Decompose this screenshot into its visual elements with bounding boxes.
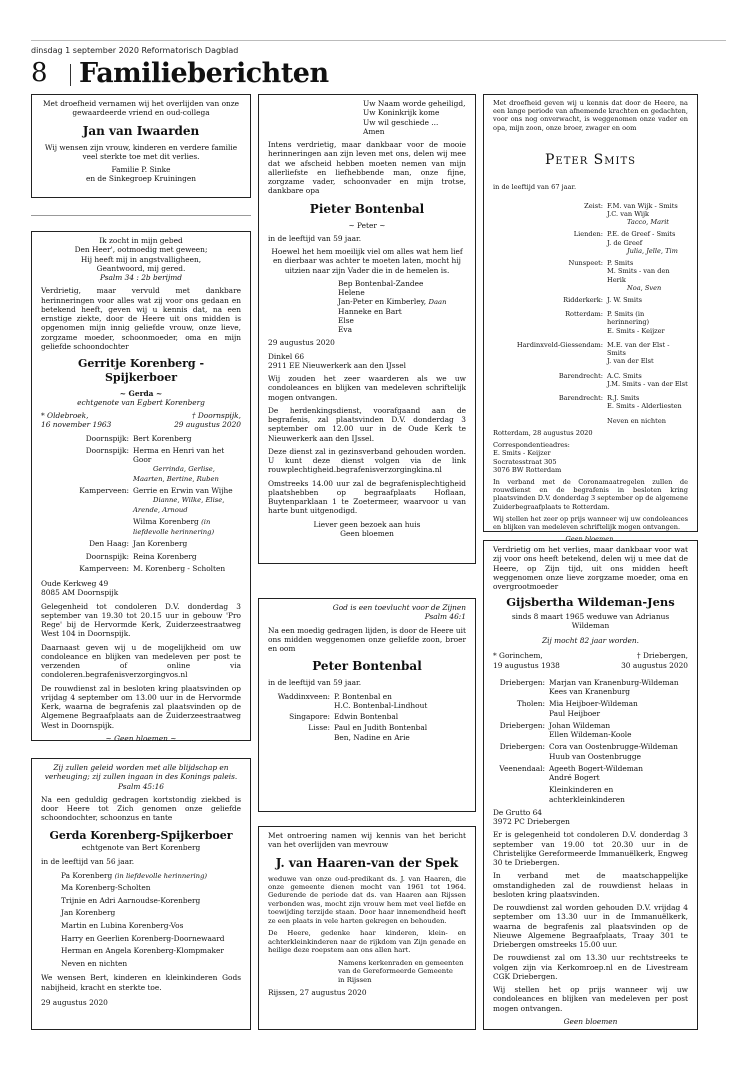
divider xyxy=(31,215,251,216)
section-title: Familieberichten xyxy=(79,58,329,89)
family-list: Waddinxveen: P. Bontenbal en H.C. Bontenbal-Lindhout Singapore: Edwin Bontenbal Lisse: Paul en Judith Bontenbal Ben, Nadine en Arie xyxy=(277,691,428,742)
deceased-name: Gerda Korenberg-Spijkerboer xyxy=(49,828,233,842)
poem: Ik zocht in mijn gebed Den Heer', ootmoedig met geween; Hij heeft mij in angstvalligheen, Geantwoord, mij gered. Psalm 34 : 2b berijmd xyxy=(74,236,208,282)
para-2: Wij zouden het zeer waarderen als we uw condoleances en blijken van medeleven schriftelijk mogen ontvangen. xyxy=(268,374,466,402)
body: Wij wensen zijn vrouw, kinderen en verdere familie veel sterkte toe met dit verlies. xyxy=(44,142,238,161)
spouse: echtgenote van Bert Korenberg xyxy=(81,843,201,853)
life-dates: * Oldebroek, 16 november 1963 † Doornspijk, 29 augustus 2020 xyxy=(41,411,241,430)
address: Dinkel 66 2911 EE Nieuwerkerk aan den IJssel xyxy=(268,351,407,370)
para-5: Omstreeks 14.00 uur zal de begrafenisplechtigheid plaatshebben op begraafplaats Hoflaan, Buytenparklaan 1 te Zoetermeer, waarvoor u van harte bunt uitgenodigd. xyxy=(268,478,466,516)
deceased-name: Jan van Iwaarden xyxy=(82,123,200,138)
body: Verdrietig, maar vervuld met dankbare herinneringen voor alles wat zij voor ons gedaan en betekend heeft, geven wij u kennis dat, na een ernstige ziekte, door de Heere uit ons midden is opgenomen mijn innig geliefde vrouw, onze lieve, zorgzame moeder, schoonmoeder, oma en mijn geliefde schoondochter xyxy=(41,286,241,351)
body: Intens verdrietig, maar dankbaar voor de mooie herinneringen aan zijn leven met ons, delen wij mee dat we afscheid hebben moeten nemen van mijn allerliefste en liefhebbende man, onze fijne, zorgzame vader, schoonvader en mijn trotse, dankbare opa xyxy=(268,140,466,196)
closing: Geen bloemen. xyxy=(565,535,616,544)
para-2: Daarnaast geven wij u de mogelijkheid om uw condoleance en blijken van medeleven per post te verzenden of online via condoleren.begrafenisverzorgingvos.nl xyxy=(41,642,241,680)
header-rule xyxy=(31,40,726,41)
para-2: In verband met de maatschappelijke omstandigheden zal de rouwdienst helaas in besloten kring plaatsvinden. xyxy=(493,871,688,899)
spouse: echtgenote van Egbert Korenberg xyxy=(77,397,205,407)
date: 29 augustus 2020 xyxy=(41,997,108,1007)
age: in de leeftijd van 67 jaar. xyxy=(493,183,577,192)
age: in de leeftijd van 59 jaar. xyxy=(268,678,362,688)
para-4: De rouwdienst zal om 13.30 uur rechtstreeks te volgen zijn via Kerkomroep.nl en de Livestream CGK Driebergen. xyxy=(493,953,688,981)
para-3: De rouwdienst zal worden gehouden D.V. vrijdag 4 september om 13.30 uur in de Immanuëlkerk, waarna de begrafenis zal plaatsvinden op de Nieuwe Algemene Begraafplaats, Traay 301 te Driebergen omstreeks 15.00 uur. xyxy=(493,903,688,950)
para-3: De rouwdienst zal in besloten kring plaatsvinden op vrijdag 4 september om 13.00 uur in de Hervormde Kerk, waarna de begrafenis zal plaatsvinden op de Algemene Begraafplaats aan de Zuiderzeestraatweg West in Doornspijk. xyxy=(41,683,241,730)
signature: Namens kerkenraden en gemeenten van de Gereformeerde Gemeente in Rijssen xyxy=(338,958,464,984)
life-dates: * Gorinchem, 19 augustus 1938 † Driebergen, 30 augustus 2020 xyxy=(493,651,688,670)
para-2: De Heere, gedenke haar kinderen, klein- en achterkleinkinderen naar de rijkdom van Zijn genade en heilige deze roepstem aan ons allen hart. xyxy=(268,929,466,955)
widow: sinds 8 maart 1965 weduwe van Adrianus Wildeman xyxy=(511,611,670,630)
para-1: Gelegenheid tot condoleren D.V. donderdag 3 september van 19.30 tot 20.15 uur in gebouw 'Pro Rege' bij de Hervormde Kerk, Zuiderzeestraatweg West 104 in Doornspijk. xyxy=(41,601,241,639)
deceased-name: Peter Bontenbal xyxy=(312,659,422,674)
intro: Met ontroering namen wij kennis van het bericht van het overlijden van mevrouw xyxy=(268,831,466,850)
body: Na een moedig gedragen lijden, is door de Heere uit ons midden weggenomen onze geliefde zoon, broer en oom xyxy=(268,625,466,653)
deceased-name: Peter Smits xyxy=(545,151,636,168)
para-1: In verband met de Coronamaatregelen zullen de rouwdienst en de begrafenis in besloten kring plaatsvinden D.V. donderdag 3 september op de algemene Zuiderbegraafplaats te Rotterdam. xyxy=(493,478,688,511)
notice-gerritje-korenberg xyxy=(31,231,251,741)
verse: Zij mocht 82 jaar worden. xyxy=(541,636,640,646)
closing: ~ Geen bloemen ~ xyxy=(105,733,177,743)
notice-van-haaren xyxy=(258,826,476,1030)
page-number: 8 xyxy=(31,58,48,88)
notice-peter-smits xyxy=(483,94,698,544)
intro: Met droefheid vernamen wij het overlijden van onze gewaardeerde vriend en oud-collega xyxy=(42,99,240,118)
verse: Zij zullen geleid worden met alle blijdschap en verheuging; zij zullen ingaan in des Konings paleis. Psalm 45:16 xyxy=(44,763,238,791)
notice-gerda-korenberg xyxy=(31,758,251,1030)
para-1: Er is gelegenheid tot condoleren D.V. donderdag 3 september van 19.00 tot 20.30 uur in de Christelijke Gereformeerde Immanuëlkerk, Engweg 30 te Driebergen. xyxy=(493,830,688,868)
family-list: Zeist: F.M. van Wijk - Smits J.C. van Wijk Tacco, Marit Lienden: P.E. de Greef - Smits J. de Greef Julia, Jelle, Tim Nunspeet: P. Smits M. Smits - van den Herik Noa, Sven Ridderkerk: J. W. Smits Rotterdam: P. Smits (in herinnering) E. Smits - Keijzer Hardinxveld-Giessendam: M.E. van der Elst - Smits J. van der Elst Barendrecht: A.C. Smits J.M. Smits - van der Elst Barendrecht: R.J. Smits E. Smits - Alderliesten Neven en nichten xyxy=(516,201,688,425)
signature: Familie P. Sinke en de Sinkegroep Kruiningen xyxy=(85,165,197,184)
family-list: Bep Bontenbal-Zandee Helene Jan-Peter en Kimberley, Daan Hanneke en Bart Else Eva xyxy=(338,278,447,335)
family-list: Driebergen: Marjan van Kranenburg-Wildeman Kees van Kranenburg Tholen: Mia Heijboer-Wildeman Paul Heijboer Driebergen: Johan Wildeman Ellen Wildeman-Koole Driebergen: Cora van Oostenbrugge-Wildeman Huub van Oostenbrugge Veenendaal: Ageeth Bogert-Wildeman André Bogert Kleinkinderen en achterkleinkinderen xyxy=(499,677,679,804)
title-divider xyxy=(70,64,71,86)
body: Na een geduldig gedragen kortstondig ziekbed is door Heere tot Zich genomen onze geliefde schoondochter, schoonzus en tante xyxy=(41,794,241,823)
para-2: Wij stellen het zeer op prijs wanneer wij uw condoleances en blijken van medeleven schriftelijk mogen ontvangen. xyxy=(493,514,688,532)
notice-jan-van-iwaarden xyxy=(31,94,251,198)
closing: Geen bloemen xyxy=(563,1016,618,1026)
date: Rotterdam, 28 augustus 2020 xyxy=(493,428,593,437)
intro: Verdrietig om het verlies, maar dankbaar voor wat zij voor ons heeft betekend, delen wij u mee dat de Heere, op Zijn tijd, uit ons midden heeft weggenomen onze lieve zorgzame moeder, oma en overgrootmoeder xyxy=(493,545,688,591)
deceased-name: J. van Haaren-van der Spek xyxy=(275,855,459,870)
deceased-name: Gijsbertha Wildeman-Jens xyxy=(506,595,675,610)
deceased-name: Gerritje Korenberg - Spijkerboer xyxy=(77,357,205,384)
body: weduwe van onze oud-predikant ds. J. van Haaren, die onze gemeente dienen mocht van 1961 tot 1964. Gedurende de periode dat ds. van Haaren aan Rijssen verbonden was, mocht zijn vrouw hem met veel liefde en toewijding terzijde staan. Door haar innemendheid heeft ze een plaats in vele harten gekregen en behouden. xyxy=(268,874,466,925)
address: De Grutto 64 3972 PC Driebergen xyxy=(493,807,570,827)
notice-pieter-bontenbal xyxy=(258,94,476,564)
age: in de leeftijd van 59 jaar. xyxy=(268,233,362,243)
para-1: Hoewel het hem moeilijk viel om alles wat hem lief en dierbaar was achter te moeten laten, mocht hij uitzien naar zijn Vader die in de hemelen is. xyxy=(271,247,463,275)
poem: Uw Naam worde geheiligd, Uw Koninkrijk kome Uw wil geschiede ... Amen xyxy=(363,99,466,136)
date: 29 augustus 2020 xyxy=(268,338,335,348)
verse: God is een toevlucht voor de Zijnen Psalm 46:1 xyxy=(332,603,466,622)
correspondence: Correspondentieadres: E. Smits - Keijzer Socratesstraat 305 3076 BW Rotterdam xyxy=(493,441,570,474)
closing: We wensen Bert, kinderen en kleinkinderen Gods nabijheid, kracht en sterkte toe. xyxy=(41,973,241,992)
para-3: De herdenkingsdienst, voorafgaand aan de begrafenis, zal plaatsvinden D.V. donderdag 3 september om 12.00 uur in de Oude Kerk te Nieuwerkerk aan den IJssel. xyxy=(268,405,466,443)
dateline: dinsdag 1 september 2020 Reformatorisch Dagblad xyxy=(31,46,239,55)
closing: Liever geen bezoek aan huis Geen bloemen xyxy=(313,519,421,538)
notice-peter-bontenbal xyxy=(258,598,476,812)
family-list: Pa Korenberg (in liefdevolle herinnering) Ma Korenberg-Scholten Trijnie en Adri Aarnoudse-Korenberg Jan Korenberg Martin en Lubina Korenberg-Vos Harry en Geerlien Korenberg-Doornewaard Herman en Angela Korenberg-Klompmaker Neven en nichten xyxy=(61,870,225,968)
intro: Met droefheid geven wij u kennis dat door de Heere, na een lange periode van afnemende krachten en gedachten, voor ons nog onverwacht, is weggenomen onze vader en opa, mijn zoon, onze broer, zwager en oom xyxy=(493,99,688,132)
address: Oude Kerkweg 49 8085 AM Doornspijk xyxy=(41,579,119,598)
family-list: Doornspijk: Bert Korenberg Doornspijk: Herma en Henri van het Goor Gerrinda, Gerlise, Maarten, Bertine, Ruben Kamperveen: Gerrie en Erwin van Wijhe Dianne, Wilke, Elise, Arende, Arnoud Wilma Korenberg (in liefdevolle herinnering) Den Haag: Jan Korenberg Doornspijk: Reina Korenberg Kamperveen: M. Korenberg - Scholten xyxy=(79,433,233,573)
deceased-name: Pieter Bontenbal xyxy=(309,201,425,216)
nickname: ~ Peter ~ xyxy=(348,220,386,230)
para-5: Wij stellen het op prijs wanneer wij uw condoleances en blijken van medeleven per post mogen ontvangen. xyxy=(493,985,688,1013)
nickname: ~ Gerda ~ xyxy=(119,388,163,398)
para-4: Deze dienst zal in gezinsverband gehouden worden. U kunt deze dienst volgen via de link rouwplechtigheid.begrafenisverzorgingkina.nl xyxy=(268,446,466,475)
age: in de leeftijd van 56 jaar. xyxy=(41,856,135,866)
notice-gijsbertha-wildeman xyxy=(483,540,698,1030)
date: Rijssen, 27 augustus 2020 xyxy=(268,988,367,998)
